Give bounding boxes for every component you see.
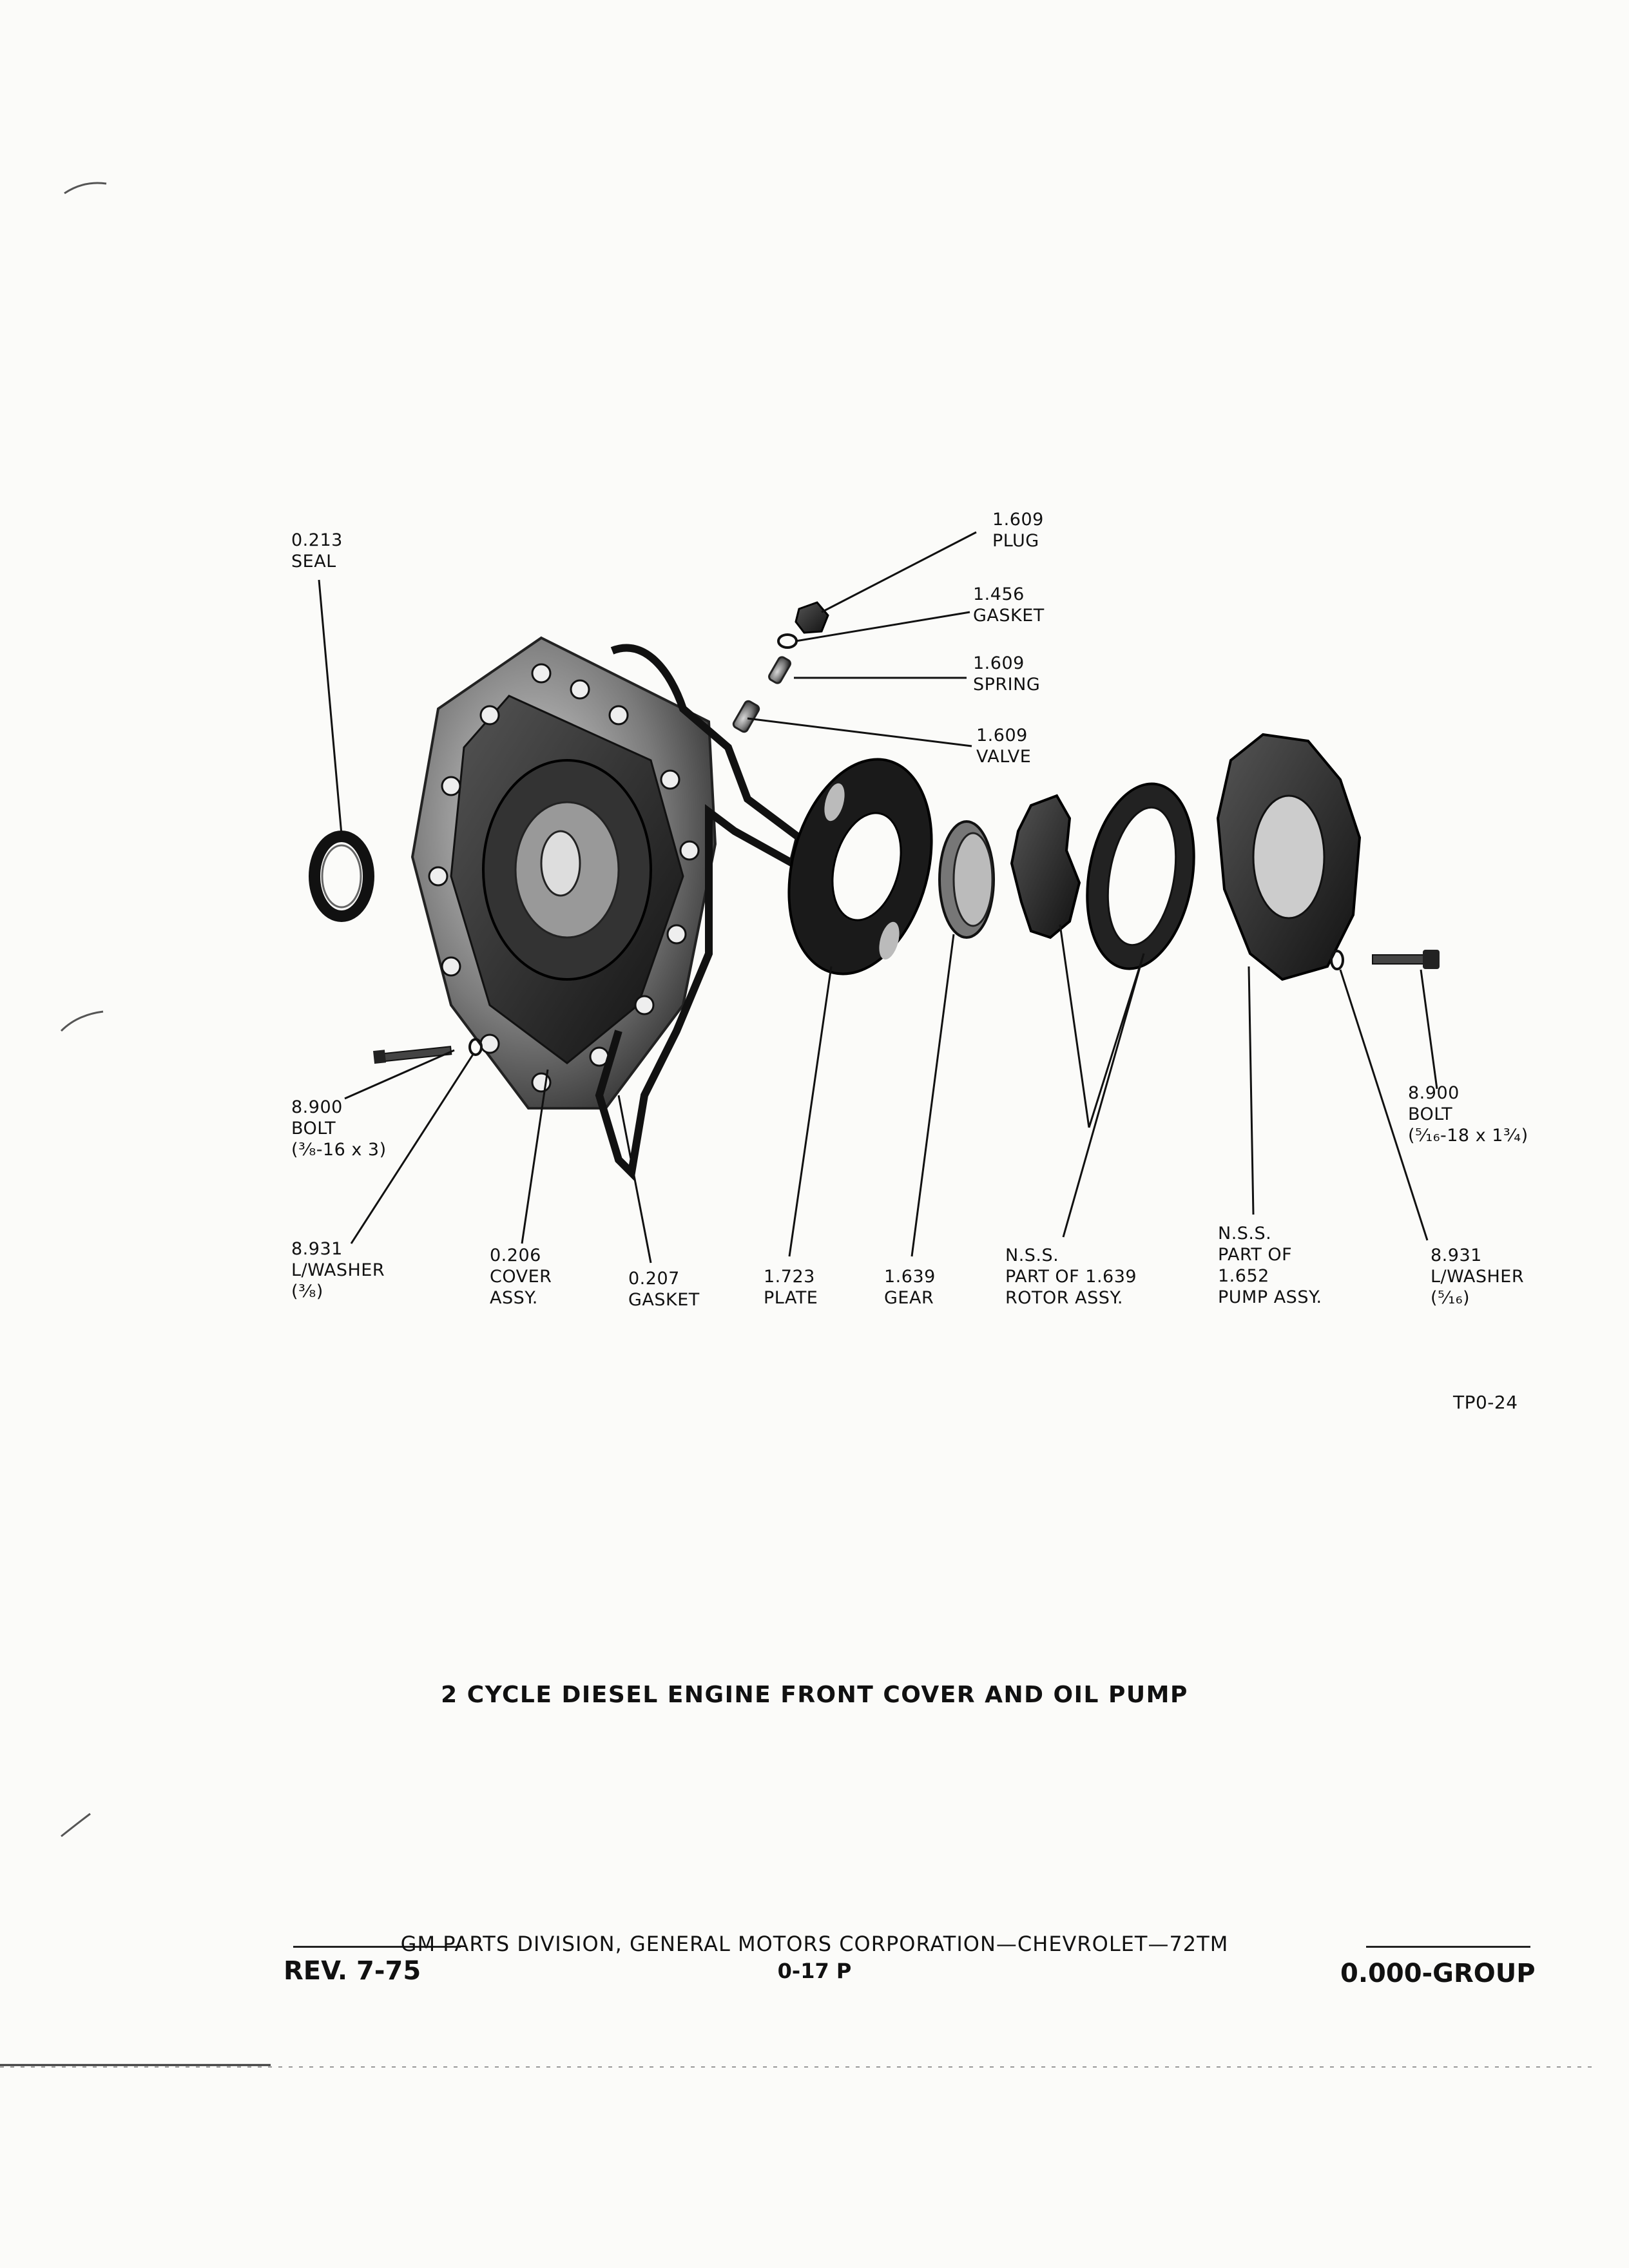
seal-ring — [314, 836, 369, 916]
label-rotor: N.S.S. PART OF 1.639 ROTOR ASSY. — [1005, 1245, 1137, 1308]
label-gear: 1.639 GEAR — [884, 1267, 936, 1308]
footer-page-number: 0-17 P — [777, 1959, 852, 1983]
label-plate: 1.723 PLATE — [764, 1267, 818, 1308]
outer-rotor-part — [1074, 775, 1208, 977]
relief-valve-parts — [732, 602, 828, 733]
gear-part — [940, 822, 994, 937]
pump-body-part — [1218, 735, 1360, 979]
footer-group: 0.000-GROUP — [1340, 1959, 1536, 1988]
washer-right — [1331, 951, 1343, 969]
figure-title: 2 CYCLE DIESEL ENGINE FRONT COVER AND OIL PUMP — [441, 1682, 1188, 1708]
label-bolt-left: 8.900 BOLT (³⁄₈-16 x 3) — [291, 1097, 387, 1160]
label-cover: 0.206 COVER ASSY. — [490, 1245, 552, 1308]
figure-reference: TP0-24 — [1453, 1392, 1518, 1413]
label-gasket-bottom: 0.207 GASKET — [628, 1269, 700, 1310]
bolt-left — [373, 1046, 451, 1064]
label-lwasher-right: 8.931 L/WASHER (⁵⁄₁₆) — [1431, 1245, 1525, 1308]
label-plug: 1.609 PLUG — [992, 510, 1044, 551]
washer-left — [470, 1039, 481, 1055]
label-seal: 0.213 SEAL — [291, 530, 343, 572]
label-bolt-right: 8.900 BOLT (⁵⁄₁₆-18 x 1³⁄₄) — [1408, 1083, 1528, 1146]
bolt-right — [1373, 950, 1440, 969]
label-lwasher-left: 8.931 L/WASHER (³⁄₈) — [291, 1239, 385, 1302]
footer-publisher: GM PARTS DIVISION, GENERAL MOTORS CORPORATION—CHEVROLET—72TM — [400, 1932, 1229, 1956]
inner-rotor-part — [1012, 796, 1079, 937]
plate-part — [767, 744, 954, 990]
label-gasket-top: 1.456 GASKET — [973, 584, 1045, 626]
label-spring: 1.609 SPRING — [973, 653, 1041, 695]
label-valve: 1.609 VALVE — [976, 726, 1032, 767]
footer-revision: REV. 7-75 — [284, 1956, 421, 1986]
label-pump: N.S.S. PART OF 1.652 PUMP ASSY. — [1218, 1224, 1322, 1307]
